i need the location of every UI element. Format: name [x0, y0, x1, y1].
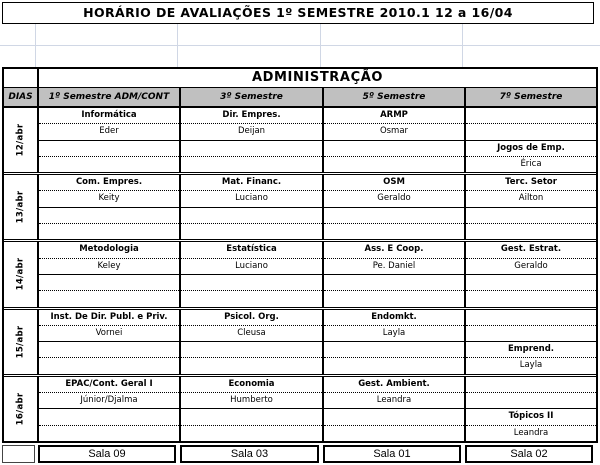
teacher-cell: Pe. Daniel	[324, 259, 464, 275]
subject-cell: Endomkt.	[324, 310, 464, 326]
subject-cell	[466, 108, 596, 124]
subject-cell: OSM	[324, 175, 464, 191]
column-header-sem5: 5º Semestre	[322, 88, 464, 106]
subject-cell	[181, 409, 322, 425]
subject-cell: ARMP	[324, 108, 464, 124]
teacher-cell: Geraldo	[324, 191, 464, 207]
subject-cell: Mat. Financ.	[181, 175, 322, 191]
day-block-14abr	[4, 242, 596, 309]
rooms-row-spacer	[2, 445, 35, 463]
gridline	[0, 45, 600, 46]
schedule-cell	[464, 108, 596, 172]
subject-cell	[39, 141, 179, 157]
room-cell: Sala 01	[323, 445, 461, 463]
subject-cell	[324, 141, 464, 157]
teacher-cell	[466, 224, 596, 239]
subject-cell	[324, 342, 464, 358]
page-title: HORÁRIO DE AVALIAÇÕES 1º SEMESTRE 2010.1 12 a 16/04	[2, 2, 594, 24]
room-cell: Sala 09	[38, 445, 176, 463]
schedule-cell	[322, 175, 464, 239]
schedule-cell	[464, 310, 596, 374]
teacher-cell	[466, 124, 596, 140]
schedule-cell	[179, 377, 322, 441]
teacher-cell: Layla	[519, 360, 543, 371]
subject-cell	[39, 409, 179, 425]
subject-cell: Inst. De Dir. Publ. e Priv.	[39, 310, 179, 326]
teacher-cell	[466, 326, 596, 342]
subject-cell	[324, 208, 464, 224]
schedule-cell	[37, 108, 179, 172]
teacher-cell	[324, 157, 464, 172]
schedule-cell	[37, 377, 179, 441]
teacher-cell	[324, 426, 464, 441]
day-label: 15/abr	[15, 325, 26, 359]
teacher-cell	[39, 157, 179, 172]
subject-cell	[324, 409, 464, 425]
subject-cell	[466, 310, 596, 326]
schedule-cell	[179, 310, 322, 374]
schedule-cell	[179, 175, 322, 239]
subject-cell	[181, 342, 322, 358]
teacher-cell	[181, 157, 322, 172]
schedule-cell	[179, 108, 322, 172]
teacher-cell	[324, 224, 464, 239]
schedule-cell	[322, 310, 464, 374]
schedule-cell	[464, 377, 596, 441]
subject-cell: Jogos de Emp.	[466, 141, 596, 157]
teacher-cell	[324, 358, 464, 373]
subject-cell	[181, 208, 322, 224]
teacher-cell: Cleusa	[181, 326, 322, 342]
schedule-cell	[464, 242, 596, 306]
day-block-13abr	[4, 175, 596, 242]
subject-cell: Terc. Setor	[466, 175, 596, 191]
teacher-cell: Deijan	[181, 124, 322, 140]
day-label: 14/abr	[15, 258, 26, 291]
course-header: ADMINISTRAÇÃO	[251, 70, 384, 85]
teacher-cell: Leandra	[513, 427, 549, 438]
day-cell	[4, 377, 37, 441]
schedule-cell	[37, 175, 179, 239]
subject-cell: Gest. Ambient.	[324, 377, 464, 393]
day-cell	[4, 310, 37, 374]
subject-cell: Informática	[39, 108, 179, 124]
column-header-row	[4, 88, 596, 108]
teacher-cell	[466, 291, 596, 306]
teacher-cell	[181, 426, 322, 441]
teacher-cell: Vornei	[39, 326, 179, 342]
teacher-cell: Keley	[39, 259, 179, 275]
subject-cell	[466, 377, 596, 393]
subject-cell: Economia	[181, 377, 322, 393]
subject-cell: Estatística	[181, 242, 322, 258]
day-cell	[4, 108, 37, 172]
teacher-cell: Luciano	[181, 259, 322, 275]
subject-cell	[39, 275, 179, 291]
subject-cell: EPAC/Cont. Geral I	[39, 377, 179, 393]
teacher-cell	[181, 358, 322, 373]
room-cell: Sala 03	[180, 445, 319, 463]
rooms-row	[2, 445, 594, 463]
teacher-cell	[181, 224, 322, 239]
teacher-cell: Leandra	[324, 393, 464, 409]
column-header-sem7: 7º Semestre	[464, 88, 596, 106]
teacher-cell	[39, 291, 179, 306]
teacher-cell: Eder	[39, 124, 179, 140]
day-label: 13/abr	[15, 190, 26, 224]
column-header-sem3: 3º Semestre	[179, 88, 322, 106]
subject-cell: Com. Empres.	[39, 175, 179, 191]
schedule-cell	[464, 175, 596, 239]
schedule-cell	[322, 108, 464, 172]
subject-cell: Tópicos II	[466, 409, 596, 425]
subject-cell	[39, 208, 179, 224]
column-header-dias: DIAS	[8, 92, 33, 102]
subject-cell: Metodologia	[39, 242, 179, 258]
day-cell	[4, 175, 37, 239]
day-label: 16/abr	[15, 392, 26, 426]
subject-cell: Emprend.	[466, 342, 596, 358]
room-cell: Sala 02	[465, 445, 593, 463]
teacher-cell: Keity	[39, 191, 179, 207]
teacher-cell: Osmar	[324, 124, 464, 140]
subject-cell	[39, 342, 179, 358]
teacher-cell: Geraldo	[466, 259, 596, 275]
subject-cell	[466, 208, 596, 224]
subject-cell	[324, 275, 464, 291]
column-header-sem1: 1º Semestre ADM/CONT	[37, 88, 179, 106]
subject-cell: Psicol. Org.	[181, 310, 322, 326]
schedule-cell	[322, 242, 464, 306]
teacher-cell	[39, 426, 179, 441]
teacher-cell: Júnior/Djalma	[39, 393, 179, 409]
subject-cell: Gest. Estrat.	[466, 242, 596, 258]
teacher-cell	[39, 224, 179, 239]
teacher-cell: Layla	[324, 326, 464, 342]
day-block-12abr	[4, 108, 596, 175]
spreadsheet-gridlines	[0, 24, 600, 67]
course-header-spacer	[4, 69, 39, 87]
day-block-15abr	[4, 310, 596, 377]
teacher-cell	[324, 291, 464, 306]
teacher-cell: Humberto	[181, 393, 322, 409]
teacher-cell: Luciano	[181, 191, 322, 207]
day-cell	[4, 242, 37, 306]
day-label: 12/abr	[15, 123, 26, 157]
teacher-cell: Érica	[520, 158, 542, 169]
schedule-cell	[37, 310, 179, 374]
day-block-16abr	[4, 377, 596, 441]
teacher-cell: Ailton	[466, 191, 596, 207]
teacher-cell	[39, 358, 179, 373]
teacher-cell	[466, 393, 596, 409]
subject-cell	[181, 275, 322, 291]
schedule-cell	[322, 377, 464, 441]
timetable	[2, 67, 598, 443]
subject-cell	[181, 141, 322, 157]
schedule-cell	[37, 242, 179, 306]
schedule-cell	[179, 242, 322, 306]
subject-cell: Ass. E Coop.	[324, 242, 464, 258]
subject-cell: Dir. Empres.	[181, 108, 322, 124]
teacher-cell	[181, 291, 322, 306]
course-header-row	[4, 69, 596, 88]
subject-cell	[466, 275, 596, 291]
